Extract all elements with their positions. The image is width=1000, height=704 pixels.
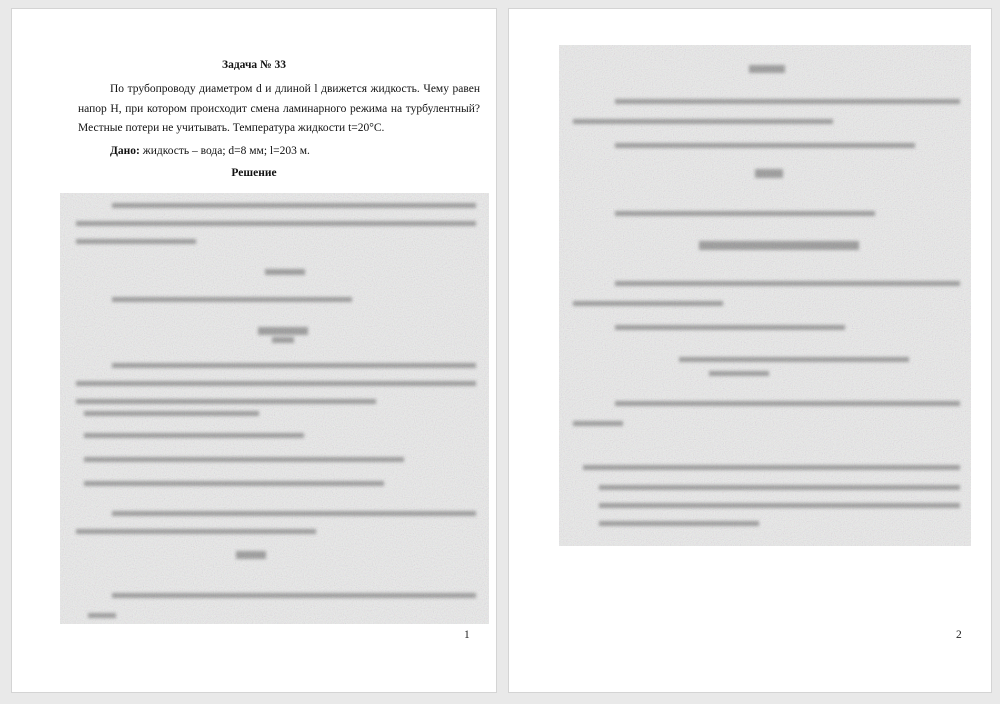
given-values: жидкость – вода; d=8 мм; l=203 м. (139, 145, 310, 157)
problem-statement: По трубопроводу диаметром d и длиной l движется жидкость. Чему равен напор H, при котором происходит смена ламинарного режима на турбулентный? Местные потери не учитывать. Температура жидкости t=20°C. (78, 83, 480, 134)
document-page-2 (508, 8, 992, 693)
blurred-scan-2 (559, 45, 971, 546)
given-data (110, 145, 310, 157)
given-label: Дано: (110, 145, 140, 157)
scanned-solution-image-1 (60, 193, 489, 624)
scanned-solution-image-2 (559, 45, 971, 546)
page-number: 2 (956, 629, 962, 641)
document-page-1 (11, 8, 497, 693)
blurred-scan-1 (60, 193, 489, 624)
solution-heading: Решение (231, 167, 277, 179)
problem-title: Задача № 33 (222, 59, 286, 71)
page-number: 1 (464, 629, 470, 641)
